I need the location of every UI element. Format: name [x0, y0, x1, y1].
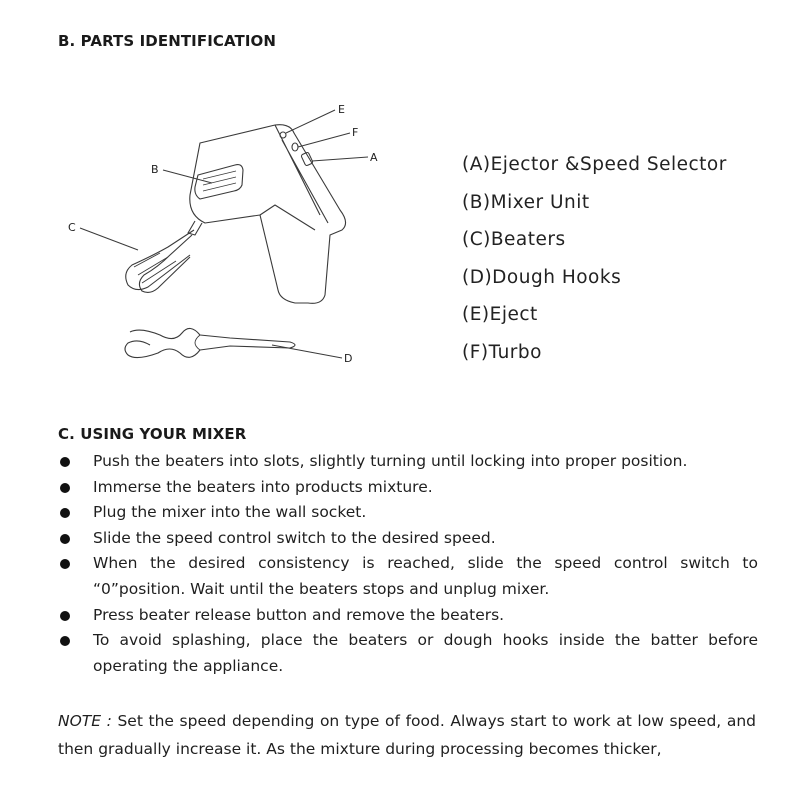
mixer-body-outline	[190, 125, 346, 304]
part-a: (A)Ejector &Speed Selector	[462, 154, 727, 175]
beater-right	[139, 235, 192, 292]
bullet-icon	[60, 457, 70, 467]
part-f: (F)Turbo	[462, 341, 542, 363]
callout-e: E	[338, 103, 345, 116]
callout-b: B	[151, 163, 159, 176]
mixer-vent-panel	[195, 165, 243, 199]
parts-identification-heading: B. PARTS IDENTIFICATION	[58, 32, 277, 50]
callout-c: C	[68, 221, 76, 234]
beater-left	[126, 230, 194, 290]
list-item: Press beater release button and remove the beaters.	[58, 603, 758, 629]
list-item: To avoid splashing, place the beaters or dough hooks inside the batter before operating the appliance.	[58, 628, 758, 679]
note-text: Set the speed depending on type of food. Always start to work at low speed, and then gradually increase it. As the mixture during processing becomes thicker,	[58, 712, 756, 758]
part-e: (E)Eject	[462, 304, 538, 326]
parts-list	[462, 146, 727, 372]
list-item: Slide the speed control switch to the desired speed.	[58, 526, 758, 552]
bullet-icon	[60, 483, 70, 493]
using-your-mixer-heading: C. USING YOUR MIXER	[58, 425, 247, 443]
dough-hook	[125, 328, 295, 357]
list-item: Plug the mixer into the wall socket.	[58, 500, 758, 526]
callout-a: A	[370, 151, 378, 164]
bullet-icon	[60, 559, 70, 569]
bullet-icon	[60, 611, 70, 621]
mixer-handle-detail	[260, 125, 328, 230]
callout-f: F	[352, 126, 359, 139]
bullet-icon	[60, 636, 70, 646]
part-b: (B)Mixer Unit	[462, 191, 590, 213]
callout-d: D	[344, 352, 353, 365]
note-paragraph	[58, 707, 756, 763]
part-c: (C)Beaters	[462, 229, 566, 251]
instruction-list	[58, 449, 758, 679]
list-item: When the desired consistency is reached, slide the speed control switch to “0”position. Wait until the beaters stops and unplug mixer.	[58, 551, 758, 602]
bullet-icon	[60, 534, 70, 544]
list-item: Push the beaters into slots, slightly turning until locking into proper position.	[58, 449, 758, 475]
list-item: Immerse the beaters into products mixture.	[58, 475, 758, 501]
part-d: (D)Dough Hooks	[462, 266, 622, 288]
mixer-diagram	[50, 95, 380, 395]
note-label: NOTE :	[58, 712, 112, 730]
bullet-icon	[60, 508, 70, 518]
